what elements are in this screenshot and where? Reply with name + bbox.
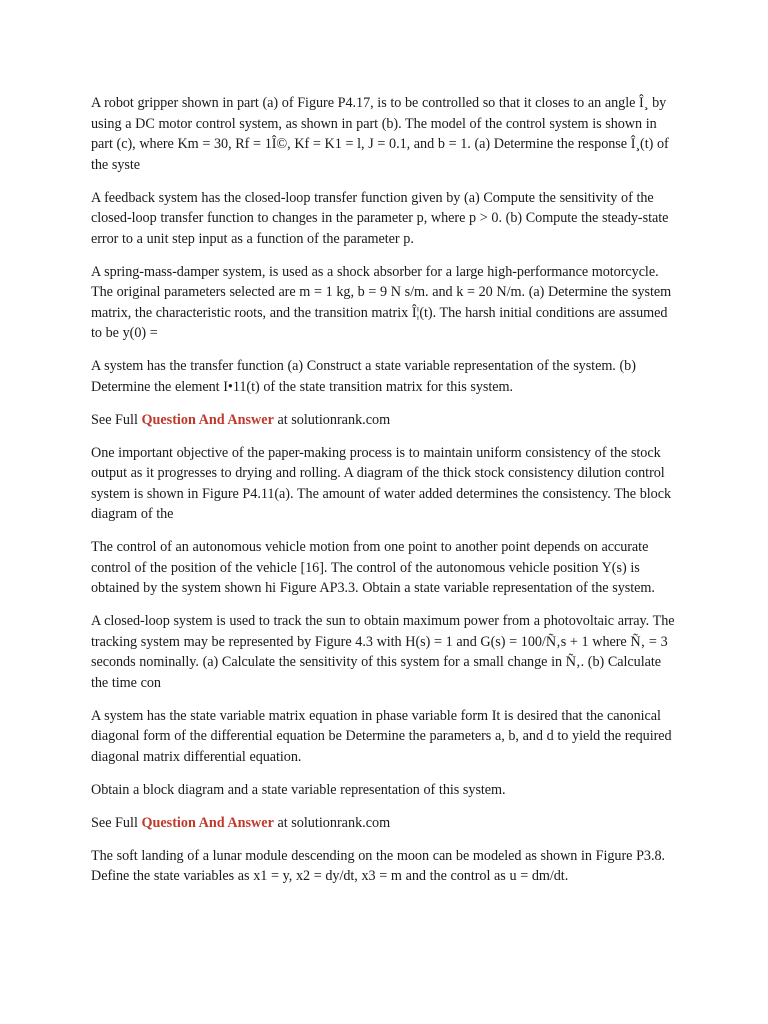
question-paragraph: The soft landing of a lunar module descending on the moon can be modeled as shown in Figure P3.8. Define the state variables as x1 = y, x2 = dy/dt, x3 = m and the control as u = dm/dt. [91, 847, 666, 884]
question-paragraph: A feedback system has the closed-loop transfer function given by (a) Compute the sensitivity of the closed-loop transfer function to changes in the parameter p, where p > 0. (b) Compute the steady-state error to a unit step input as a function of the parameter p. [91, 189, 669, 247]
question-paragraph: One important objective of the paper-making process is to maintain uniform consistency of the stock output as it progresses to drying and rolling. A diagram of the thick stock consistency dilution control system is shown in Figure P4.11(a). The amount of water added determines the consistency. The block diagram of the [91, 444, 672, 522]
see-full-suffix: at solutionrank.com [277, 411, 391, 428]
see-full-prefix: See Full [91, 411, 138, 428]
question-paragraph: A spring-mass-damper system, is used as a shock absorber for a large high-performance motorcycle. The original parameters selected are m = 1 kg, b = 9 N s/m. and k = 20 N/m. (a) Determine the system matrix, the characteristic roots, and the transition matrix Î¦(t). The harsh initial conditions are assumed to be y(0) = [91, 263, 672, 341]
question-paragraph: A system has the state variable matrix equation in phase variable form It is desired that the canonical diagonal form of the differential equation be Determine the parameters a, b, and d to yield the required diagonal matrix differential equation. [91, 707, 672, 765]
question-answer-link[interactable]: Question And Answer [141, 411, 274, 428]
see-full-suffix: at solutionrank.com [277, 814, 391, 831]
question-paragraph: The control of an autonomous vehicle motion from one point to another point depends on accurate control of the position of the vehicle [16]. The control of the autonomous vehicle position Y(s) is obtained by the system shown hi Figure AP3.3. Obtain a state variable representation of the system. [91, 539, 655, 596]
question-answer-link[interactable]: Question And Answer [141, 814, 274, 831]
question-paragraph: A system has the transfer function (a) Construct a state variable representation of the system. (b) Determine the element I•11(t) of the state transition matrix for this system. [91, 358, 636, 395]
see-full-line [91, 813, 676, 834]
question-paragraph: A robot gripper shown in part (a) of Figure P4.17, is to be controlled so that it closes to an angle Î¸ by using a DC motor control system, as shown in part (b). The model of the control system is shown in part (c), where Km = 30, Rf = 1Î©, Kf = K1 = l, J = 0.1, and b = 1. (a) Determine the response Î¸(t) of the syste [91, 95, 669, 173]
see-full-prefix: See Full [91, 814, 138, 831]
question-paragraph: Obtain a block diagram and a state variable representation of this system. [91, 781, 506, 798]
see-full-line [91, 410, 676, 431]
question-paragraph: A closed-loop system is used to track the sun to obtain maximum power from a photovoltaic array. The tracking system may be represented by Figure 4.3 with H(s) = 1 and G(s) = 100/Ñ‚s + 1 where Ñ‚ = 3 seconds nominally. (a) Calculate the sensitivity of this system for a small change in Ñ‚. (b) Calculate the time con [91, 613, 675, 691]
